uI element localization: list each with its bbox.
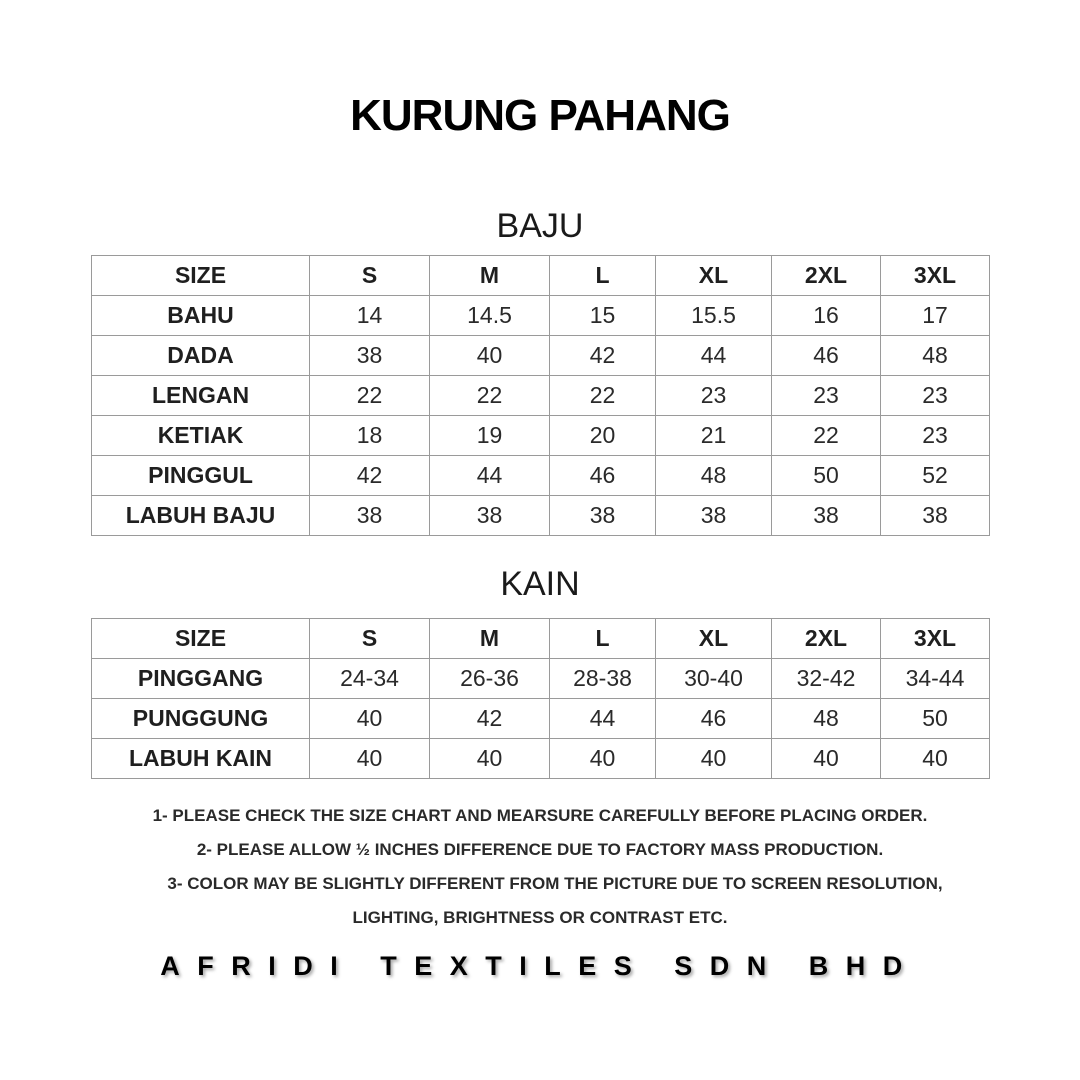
header-cell: XL: [656, 256, 772, 296]
table-cell: 28-38: [550, 659, 656, 699]
header-cell: S: [310, 619, 430, 659]
table-cell: 46: [550, 456, 656, 496]
kain-size-table: [91, 618, 990, 779]
table-cell: 44: [550, 699, 656, 739]
table-cell: 38: [656, 496, 772, 536]
row-label: LENGAN: [92, 376, 310, 416]
table-cell: 16: [772, 296, 881, 336]
note-line-1: 1- PLEASE CHECK THE SIZE CHART AND MEARSURE CAREFULLY BEFORE PLACING ORDER.: [152, 806, 928, 825]
table-cell: 17: [881, 296, 990, 336]
header-cell: L: [550, 256, 656, 296]
header-cell: 3XL: [881, 619, 990, 659]
table-cell: 14: [310, 296, 430, 336]
table-cell: 34-44: [881, 659, 990, 699]
table-cell: 24-34: [310, 659, 430, 699]
row-label: LABUH BAJU: [92, 496, 310, 536]
table-cell: 38: [310, 336, 430, 376]
table-cell: 48: [772, 699, 881, 739]
table-cell: 44: [656, 336, 772, 376]
table-cell: 46: [656, 699, 772, 739]
table-cell: 40: [550, 739, 656, 779]
table-cell: 40: [310, 699, 430, 739]
table-row: [92, 416, 990, 456]
table-cell: 42: [310, 456, 430, 496]
table-cell: 40: [772, 739, 881, 779]
table-cell: 46: [772, 336, 881, 376]
note-line-3-continued: LIGHTING, BRIGHTNESS OR CONTRAST ETC.: [352, 908, 728, 927]
table-cell: 30-40: [656, 659, 772, 699]
table-cell: 23: [656, 376, 772, 416]
table-cell: 14.5: [430, 296, 550, 336]
row-label: KETIAK: [92, 416, 310, 456]
table-cell: 23: [881, 376, 990, 416]
note-line-2: 2- PLEASE ALLOW ½ INCHES DIFFERENCE DUE TO FACTORY MASS PRODUCTION.: [196, 840, 884, 859]
table-cell: 38: [550, 496, 656, 536]
table-cell: 22: [772, 416, 881, 456]
table-cell: 22: [430, 376, 550, 416]
table-cell: 15.5: [656, 296, 772, 336]
table-cell: 18: [310, 416, 430, 456]
header-cell: 2XL: [772, 619, 881, 659]
table-cell: 21: [656, 416, 772, 456]
table-header-row: [92, 256, 990, 296]
header-cell: 2XL: [772, 256, 881, 296]
table-cell: 40: [430, 739, 550, 779]
table-row: [92, 659, 990, 699]
table-cell: 40: [881, 739, 990, 779]
table-cell: 22: [550, 376, 656, 416]
table-cell: 20: [550, 416, 656, 456]
table-cell: 40: [310, 739, 430, 779]
table-cell: 40: [656, 739, 772, 779]
table-cell: 38: [430, 496, 550, 536]
table-row: [92, 739, 990, 779]
row-label: PUNGGUNG: [92, 699, 310, 739]
table-cell: 42: [430, 699, 550, 739]
table-row: [92, 699, 990, 739]
row-label: PINGGUL: [92, 456, 310, 496]
baju-section-title: BAJU: [496, 207, 584, 245]
table-cell: 50: [881, 699, 990, 739]
page-title: KURUNG PAHANG: [350, 91, 730, 140]
table-header-row: [92, 619, 990, 659]
table-cell: 44: [430, 456, 550, 496]
note-line-3: 3- COLOR MAY BE SLIGHTLY DIFFERENT FROM THE PICTURE DUE TO SCREEN RESOLUTION,: [167, 874, 943, 893]
header-cell: XL: [656, 619, 772, 659]
table-cell: 38: [310, 496, 430, 536]
table-cell: 15: [550, 296, 656, 336]
table-cell: 23: [881, 416, 990, 456]
table-cell: 19: [430, 416, 550, 456]
table-cell: 22: [310, 376, 430, 416]
table-cell: 50: [772, 456, 881, 496]
table-cell: 52: [881, 456, 990, 496]
table-cell: 38: [772, 496, 881, 536]
header-cell: L: [550, 619, 656, 659]
header-cell: SIZE: [92, 256, 310, 296]
table-cell: 32-42: [772, 659, 881, 699]
table-cell: 26-36: [430, 659, 550, 699]
table-row: [92, 296, 990, 336]
header-cell: 3XL: [881, 256, 990, 296]
header-cell: M: [430, 256, 550, 296]
table-cell: 48: [656, 456, 772, 496]
table-row: [92, 336, 990, 376]
table-cell: 38: [881, 496, 990, 536]
header-cell: SIZE: [92, 619, 310, 659]
table-row: [92, 456, 990, 496]
header-cell: M: [430, 619, 550, 659]
table-cell: 40: [430, 336, 550, 376]
baju-size-table: [91, 255, 990, 536]
header-cell: S: [310, 256, 430, 296]
row-label: LABUH KAIN: [92, 739, 310, 779]
table-row: [92, 376, 990, 416]
company-name-footer: AFRIDI TEXTILES SDN BHD: [160, 951, 920, 981]
table-cell: 23: [772, 376, 881, 416]
row-label: BAHU: [92, 296, 310, 336]
table-cell: 48: [881, 336, 990, 376]
row-label: DADA: [92, 336, 310, 376]
table-cell: 42: [550, 336, 656, 376]
table-row: [92, 496, 990, 536]
row-label: PINGGANG: [92, 659, 310, 699]
kain-section-title: KAIN: [500, 565, 580, 603]
